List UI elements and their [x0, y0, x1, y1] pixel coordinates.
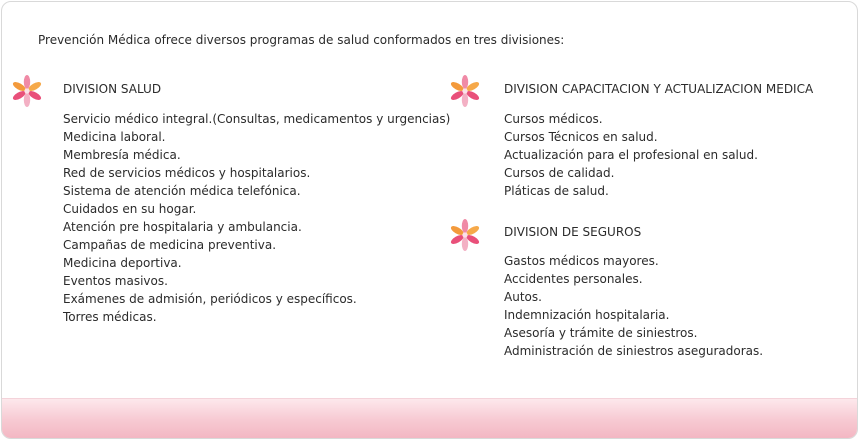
list-item: Administración de siniestros aseguradoras.	[504, 344, 764, 358]
flower-icon	[448, 218, 482, 252]
list-item: Cursos médicos.	[504, 112, 603, 126]
item-list	[504, 252, 763, 360]
list-item: Cursos de calidad.	[504, 166, 615, 180]
list-item: Indemnización hospitalaria.	[504, 308, 670, 322]
section-title: DIVISION CAPACITACION Y ACTUALIZACION MEDICA	[504, 82, 814, 96]
footer-band	[2, 398, 857, 438]
list-item: Medicina deportiva.	[63, 256, 182, 270]
content-panel	[1, 1, 858, 439]
list-item: Sistema de atención médica telefónica.	[63, 184, 301, 198]
list-item: Actualización para el profesional en salud.	[504, 148, 758, 162]
list-item: Torres médicas.	[63, 310, 157, 324]
section-title: DIVISION SALUD	[63, 82, 162, 96]
list-item: Servicio médico integral.(Consultas, medicamentos y urgencias)	[63, 112, 451, 126]
list-item: Asesoría y trámite de siniestros.	[504, 326, 698, 340]
list-item: Autos.	[504, 290, 542, 304]
flower-icon	[448, 74, 482, 108]
flower-icon	[10, 74, 44, 108]
list-item: Gastos médicos mayores.	[504, 254, 659, 268]
list-item: Eventos masivos.	[63, 274, 168, 288]
list-item: Medicina laboral.	[63, 130, 166, 144]
list-item: Cuidados en su hogar.	[63, 202, 197, 216]
item-list	[504, 110, 758, 200]
section-title: DIVISION DE SEGUROS	[504, 225, 642, 239]
list-item: Pláticas de salud.	[504, 184, 609, 198]
list-item: Campañas de medicina preventiva.	[63, 238, 277, 252]
list-item: Accidentes personales.	[504, 272, 643, 286]
list-item: Membresía médica.	[63, 148, 181, 162]
list-item: Atención pre hospitalaria y ambulancia.	[63, 220, 302, 234]
list-item: Red de servicios médicos y hospitalarios.	[63, 166, 311, 180]
intro-text: Prevención Médica ofrece diversos programas de salud conformados en tres divisiones:	[38, 33, 565, 47]
list-item: Exámenes de admisión, periódicos y específicos.	[63, 292, 357, 306]
item-list	[63, 110, 450, 326]
list-item: Cursos Técnicos en salud.	[504, 130, 658, 144]
